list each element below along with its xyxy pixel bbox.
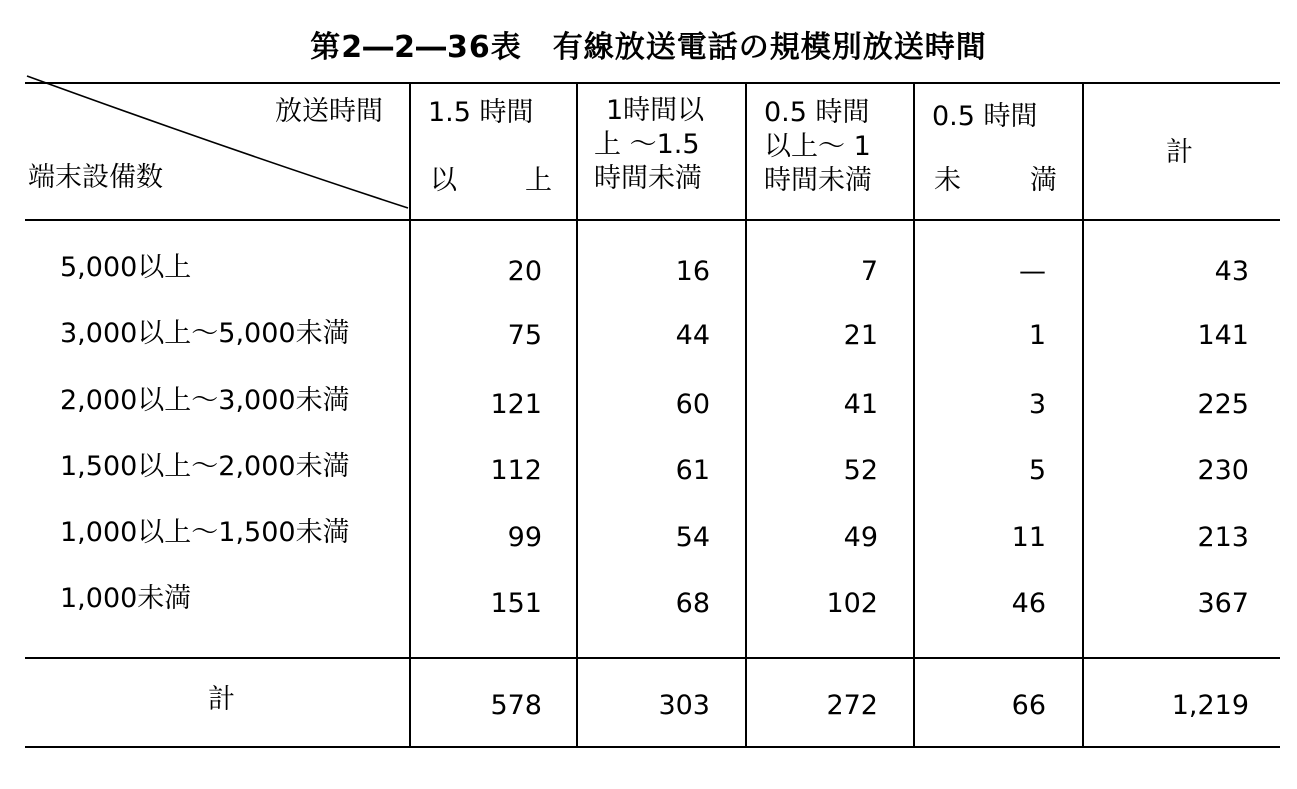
col-header-1-line1: 1.5 時間 [428,97,534,128]
table-cell: 21 [843,320,878,351]
col-header-total: 計 [1166,137,1193,168]
total-cell: 272 [826,690,878,721]
table-cell: 112 [490,455,542,486]
col-header-3-line2: 以上～ 1 [764,131,871,162]
total-cell: 303 [658,690,710,721]
row-label: 1,000未満 [60,583,192,614]
col-header-1-line2b: 上 [525,165,552,196]
table-cell: 141 [1197,320,1249,351]
table-cell: 41 [843,389,878,420]
table-cell: 213 [1197,522,1249,553]
table-cell: 20 [507,256,542,287]
row-label: 1,500以上～2,000未満 [60,451,350,482]
table-cell: 61 [675,455,710,486]
table-cell: 121 [490,389,542,420]
total-cell: 1,219 [1171,690,1249,721]
table-cell: 49 [843,522,878,553]
table-cell: 3 [1028,389,1046,420]
col-header-4-line2a: 未 [934,165,961,196]
row-label: 5,000以上 [60,252,192,283]
table-cell: 11 [1011,522,1046,553]
col-header-2-line1: 1時間以 [606,95,705,126]
total-cell: 66 [1011,690,1046,721]
table-cell: 367 [1197,588,1249,619]
table-cell: 54 [675,522,710,553]
col-header-4-line1: 0.5 時間 [932,101,1038,132]
row-label: 2,000以上～3,000未満 [60,385,350,416]
table-cell: 151 [490,588,542,619]
corner-top-label: 放送時間 [275,96,383,127]
table-cell: 99 [507,522,542,553]
table-cell: 46 [1011,588,1046,619]
table-cell: 7 [860,256,878,287]
table-cell: 44 [675,320,710,351]
row-label: 3,000以上～5,000未満 [60,318,350,349]
table-cell: 75 [507,320,542,351]
table-cell: 43 [1214,256,1249,287]
col-header-1-line2a: 以 [430,165,457,196]
table-cell: 68 [675,588,710,619]
table-cell: 102 [826,588,878,619]
table-cell: — [1019,256,1046,287]
table-cell: 5 [1028,455,1046,486]
table-cell: 225 [1197,389,1249,420]
table-cell: 230 [1197,455,1249,486]
total-cell: 578 [490,690,542,721]
row-label: 1,000以上～1,500未満 [60,517,350,548]
table-title: 第2―2―36表 有線放送電話の規模別放送時間 [310,30,987,65]
total-row-label: 計 [208,684,235,715]
col-header-2-line3: 時間未満 [594,163,702,194]
table-cell: 52 [843,455,878,486]
col-header-2-line2: 上 ～1.5 [594,129,700,160]
corner-bottom-label: 端末設備数 [28,162,163,193]
table-cell: 1 [1028,320,1046,351]
col-header-4-line2b: 満 [1030,165,1057,196]
col-header-3-line1: 0.5 時間 [764,97,870,128]
col-header-3-line3: 時間未満 [764,165,872,196]
table-cell: 16 [675,256,710,287]
table-cell: 60 [675,389,710,420]
